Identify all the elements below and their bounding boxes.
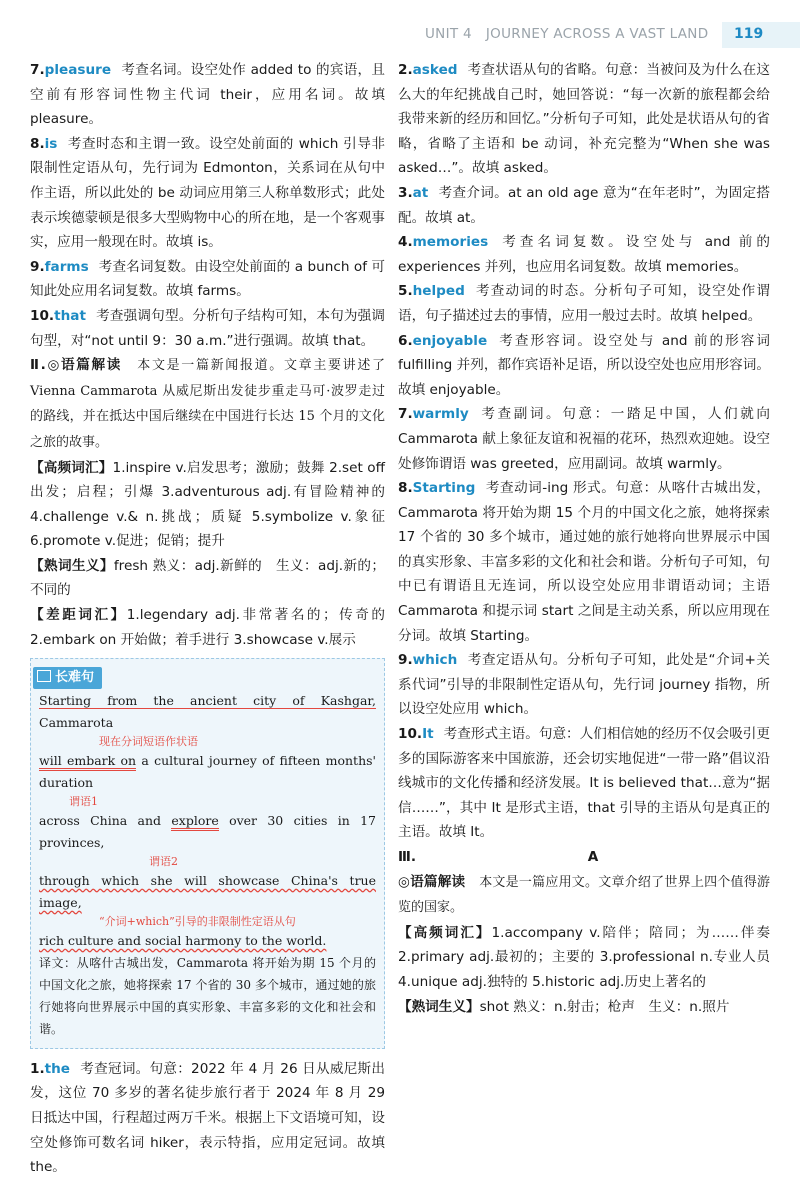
- right-column: [398, 58, 770, 1019]
- item-number: 6.: [398, 332, 413, 349]
- answer-word: farms: [44, 258, 89, 275]
- item-number: 7.: [30, 62, 45, 78]
- explanation: 考查介词。at an old age 意为“在年老时”，为固定搭配。故填 at。: [398, 184, 770, 226]
- relative-clause: rich culture and social harmony to the world.: [39, 932, 327, 948]
- vocab-tag: 【熟词生义】: [398, 998, 480, 1015]
- unit-title: [425, 26, 708, 42]
- sentence-line: [39, 870, 376, 914]
- grammar-note: 谓语2: [149, 854, 178, 868]
- vocab-gap: [30, 603, 385, 652]
- participle-phrase: Starting from the ancient city of Kashgar,: [39, 692, 376, 708]
- answer-item: [30, 255, 385, 304]
- answer-item: [30, 132, 385, 255]
- label-text: 长难句: [55, 670, 95, 686]
- answer-item: [398, 648, 770, 722]
- explanation: 考查时态和主谓一致。设空处前面的 which 引导非限制性定语从句，先行词为 Edmonton，关系词在从句中作主语，所以此处的 be 动词应用第三人称单数形式；此处表示埃德蒙顿是很多大型购物中心的所在地，是一个客观事实，应用一般现在时。故填 is。: [30, 135, 385, 251]
- answer-word: warmly: [412, 406, 469, 423]
- section-number: Ⅲ.: [398, 849, 417, 865]
- item-number: 5.: [398, 283, 413, 300]
- answer-word: enjoyable: [412, 332, 488, 349]
- answer-item: [398, 58, 770, 181]
- left-column: [30, 58, 385, 1180]
- answer-word: that: [54, 307, 86, 324]
- item-number: 10.: [398, 726, 423, 743]
- object: a cultural journey of fifteen months' duration: [39, 752, 376, 790]
- section-iii-heading: [398, 845, 770, 870]
- explanation: 考查副词。句意：一踏足中国，人们就向 Cammarota 献上象征友谊和祝福的花环，热烈欢迎她。设空处修饰谓语 was greeted，应用副词。故填 warmly。: [398, 406, 770, 472]
- vocab-list: 1.accompany v.陪伴；陪同；为……伴奏 2.primary adj.最初的；主要的 3.professional n.专业人员 4.unique adj.独特的 5.historic adj.历史上著名的: [398, 924, 771, 990]
- vocab-high-frequency: [398, 921, 770, 995]
- page-header: [0, 22, 800, 48]
- explanation: 考查形式主语。句意：人们相信她的经历不仅会吸引更多的国际游客来中国旅游，还会切实地促进“一带一路”倡议沿线城市的文化传播和经济发展。It is believed that…意为“据信……”，其中 It 是形式主语，that 引导的主语从句是真正的主语。故填 It。: [398, 726, 770, 841]
- item-number: 7.: [398, 406, 413, 423]
- answer-word: which: [412, 652, 458, 669]
- answer-item: [398, 230, 770, 279]
- answer-word: pleasure: [44, 62, 112, 78]
- text: over 30 cities in 17 provinces,: [39, 812, 376, 850]
- answer-word: the: [44, 1060, 71, 1077]
- unit-name: JOURNEY ACROSS A VAST LAND: [485, 26, 709, 42]
- answer-item: [30, 304, 385, 353]
- item-number: 9.: [398, 652, 413, 669]
- page-number: 119: [734, 26, 764, 42]
- section-ii-reading: [30, 353, 385, 455]
- passage-letter: A: [587, 849, 599, 865]
- answer-word: helped: [412, 283, 465, 300]
- vocab-new-meaning: [398, 995, 770, 1020]
- section-heading: Ⅱ.◎语篇解读: [30, 357, 123, 374]
- item-number: 4.: [398, 234, 413, 251]
- answer-item: [398, 279, 770, 328]
- explanation: 考查状语从句的省略。句意：当被问及为什么在这么大的年纪挑战自己时，她回答说：“每一次新的旅程都会给我带来新的经历和回忆。”分析句子可知，此处是状语从句的省略，省略了主语和 be 动词，补充完整为“When she was asked…”。故填 asked。: [398, 62, 770, 177]
- grammar-note: 谓语1: [69, 794, 98, 808]
- explanation: 考查动词-ing 形式。句意：从喀什古城出发，Cammarota 将开始为期 15 个月的中国文化之旅，她将探索 17 个省的 30 多个城市，通过她的旅行她将向世界展示中国的真实形象、丰富多彩的文化和社会和谐。分析句子可知，句中已有谓语且无连词，所以设空处应用非谓语动词；主语 Cammarota 和提示词 start 之间是主动关系，所以应用现在分词。故填 Starting。: [398, 480, 770, 644]
- grammar-note: “介词+which”引导的非限制性定语从句: [99, 914, 296, 928]
- item-number: 2.: [398, 62, 413, 78]
- explanation: 考查名词复数。由设空处前面的 a bunch of 可知此处应用名词复数。故填 farms。: [30, 258, 385, 300]
- answer-item: [398, 329, 770, 403]
- answer-item: [30, 1057, 385, 1180]
- section-iii-reading: [398, 870, 770, 921]
- answer-item: [398, 722, 770, 845]
- item-number: 3.: [398, 184, 413, 201]
- sentence-line: [39, 750, 376, 794]
- vocab-high-frequency: [30, 456, 385, 554]
- text: across China and: [39, 812, 162, 828]
- explanation: 考查冠词。句意：2022 年 4 月 26 日从威尼斯出发，这位 70 多岁的著名徒步旅行者于 2024 年 8 月 29 日抵达中国，行程超过两万千米。根据上下文语境可知，设空处修饰可数名词 hiker，表示特指，应用定冠词。故填 the。: [30, 1060, 385, 1176]
- vocab-tag: 【差距词汇】: [30, 607, 127, 624]
- section-summary: 本文是一篇应用文。文章介绍了世界上四个值得游览的国家。: [398, 874, 770, 916]
- vocab-tag: 【熟词生义】: [30, 557, 114, 574]
- translation: 译文：从喀什古城出发，Cammarota 将开始为期 15 个月的中国文化之旅，她将探索 17 个省的 30 多个城市，通过她的旅行她将向世界展示中国的真实形象、丰富多彩的文化和社会和谐。: [39, 955, 376, 1036]
- explanation: 考查定语从句。分析句子可知，此处是“介词+关系代词”引导的非限制性定语从句，先行词 journey 指物，所以设空处应用 which。: [398, 652, 770, 718]
- vocab-list: fresh 熟义：adj.新鲜的 生义：adj.新的；不同的: [30, 557, 385, 599]
- answer-word: is: [44, 135, 58, 152]
- unit-label: UNIT 4: [425, 26, 472, 42]
- predicate-1: will embark on: [39, 753, 136, 771]
- answer-item: [398, 181, 770, 230]
- answer-word: memories: [412, 234, 489, 251]
- item-number: 10.: [30, 307, 55, 324]
- vocab-list: shot 熟义：n.射击；枪声 生义：n.照片: [479, 998, 730, 1015]
- long-sentence-label: [33, 667, 102, 689]
- sentence-line: [39, 690, 376, 734]
- explanation: 考查形容词。设空处与 and 前的形容词 fulfilling 并列，都作宾语补足语，所以设空处也应用形容词。故填 enjoyable。: [398, 332, 770, 398]
- sentence-line: [39, 810, 376, 854]
- answer-item: [398, 476, 770, 648]
- item-number: 8.: [30, 135, 45, 152]
- predicate-2: explore: [171, 813, 218, 831]
- answer-word: It: [422, 726, 434, 743]
- relative-clause: through which she will showcase China's true image,: [39, 872, 376, 910]
- answer-word: at: [412, 184, 429, 201]
- explanation: 考查名词复数。设空处与 and 前的 experiences 并列，也应用名词复数。故填 memories。: [398, 234, 770, 275]
- answer-item: [30, 58, 385, 132]
- vocab-tag: 【高频词汇】: [398, 924, 492, 941]
- book-icon: [37, 670, 51, 682]
- explanation: 考查动词的时态。分析句子可知，设空处作谓语，句子描述过去的事情，应用一般过去时。故填 helped。: [398, 283, 770, 324]
- grammar-note: 现在分词短语作状语: [99, 734, 198, 748]
- sentence-line: [39, 930, 376, 952]
- answer-word: Starting: [412, 480, 476, 497]
- long-sentence-box: [30, 658, 385, 1049]
- vocab-new-meaning: [30, 554, 385, 603]
- answer-item: [398, 402, 770, 476]
- item-number: 9.: [30, 258, 45, 275]
- vocab-list: 1.inspire v.启发思考；激励；鼓舞 2.set off 出发；启程；引爆 3.adventurous adj.有冒险精神的 4.challenge v.& n.挑战；质疑 5.symbolize v.象征 6.promote v.促进；促销；提升: [30, 459, 385, 550]
- item-number: 8.: [398, 480, 413, 497]
- answer-word: asked: [412, 62, 458, 78]
- vocab-list: 1.legendary adj.非常著名的；传奇的 2.embark on 开始做；着手进行 3.showcase v.展示: [30, 607, 386, 648]
- explanation: 考查名词。设空处作 added to 的宾语，且空前有形容词性物主代词 their，应用名词。故填 pleasure。: [30, 62, 385, 128]
- subject: Cammarota: [39, 714, 114, 730]
- item-number: 1.: [30, 1060, 45, 1077]
- section-heading: ◎语篇解读: [398, 873, 466, 890]
- page-number-box: [722, 22, 800, 48]
- vocab-tag: 【高频词汇】: [30, 459, 113, 476]
- explanation: 考查强调句型。分析句子结构可知，本句为强调句型，对“not until 9：30 a.m.”进行强调。故填 that。: [30, 307, 385, 349]
- section-summary: 本文是一篇新闻报道。文章主要讲述了 Vienna Cammarota 从威尼斯出发徒步重走马可·波罗走过的路线，并在抵达中国后继续在中国进行长达 15 个月的文化之旅的故事。: [30, 358, 385, 450]
